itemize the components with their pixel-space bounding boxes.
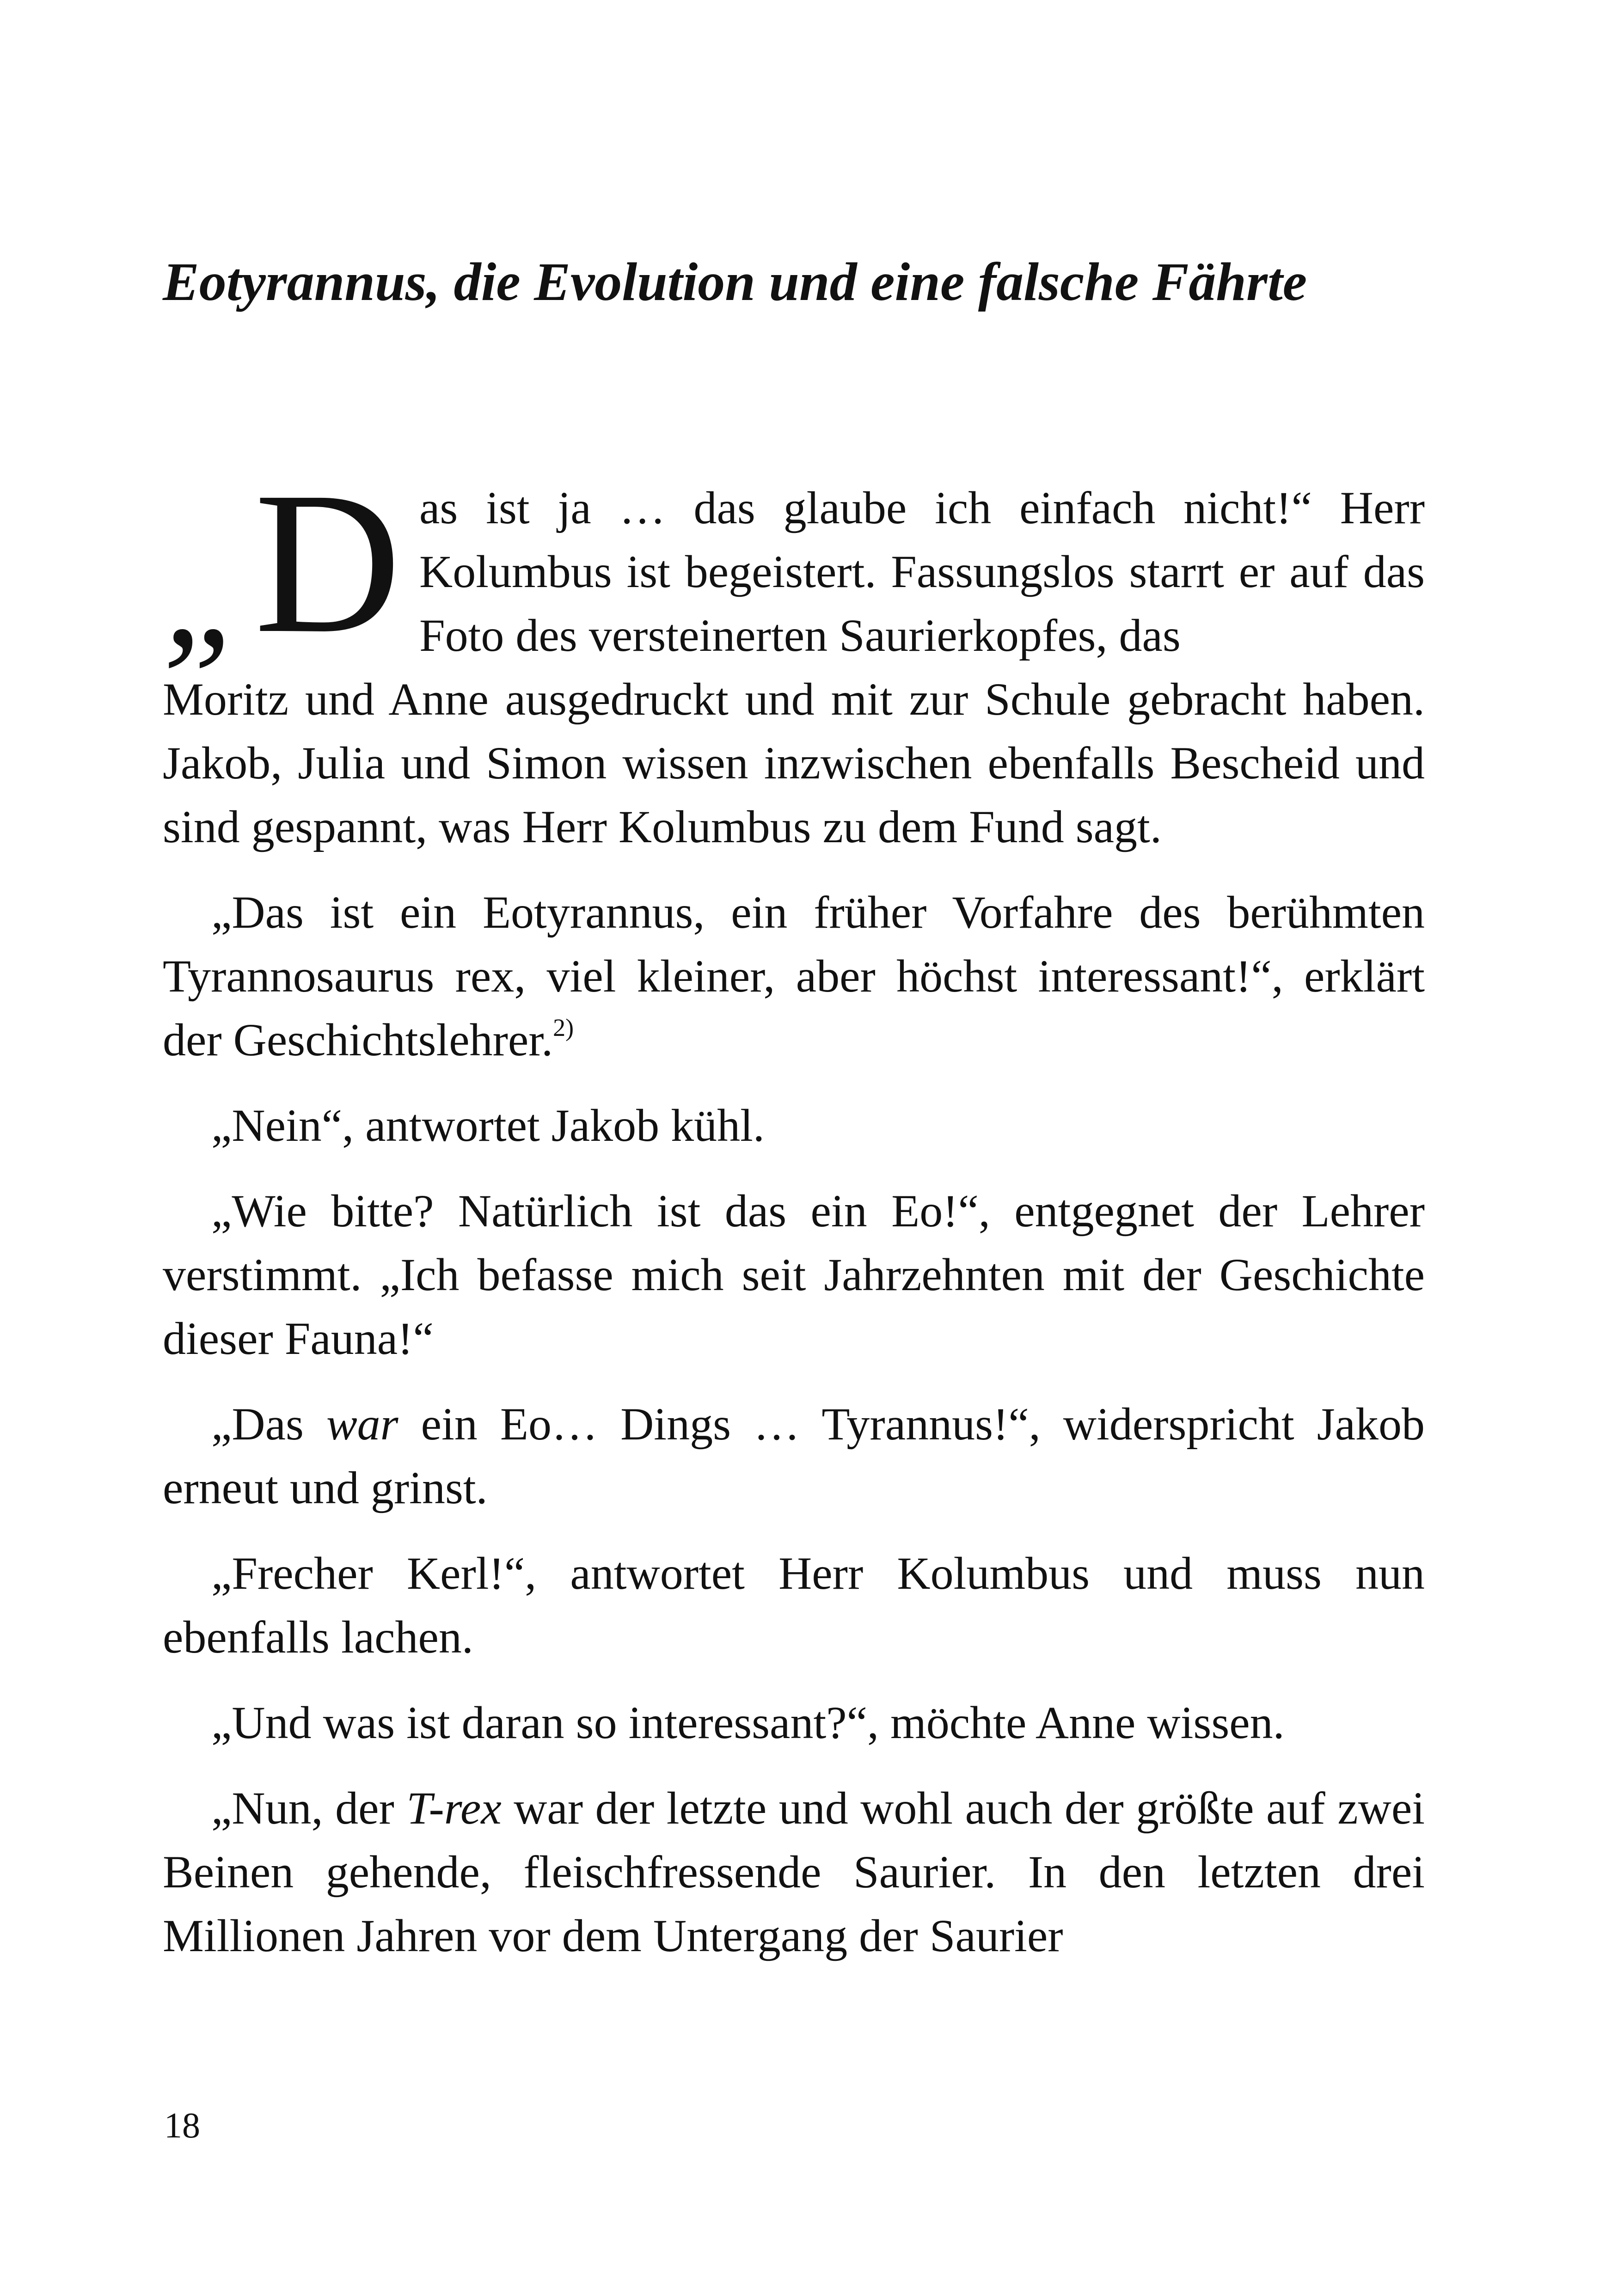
paragraph-text: „Wie bitte? Natürlich ist das ein Eo!“, entgegnet der Lehrer verstimmt. „Ich befasse mich seit Jahrzehnten mit der Geschichte dieser Fauna!“: [163, 1185, 1425, 1364]
paragraph-wie-bitte: [163, 1179, 1425, 1371]
body-text: [163, 450, 1425, 1968]
paragraph-frecher-kerl: [163, 1542, 1425, 1669]
paragraph-text: „Frecher Kerl!“, antwortet Herr Kolumbus und muss nun ebenfalls lachen.: [163, 1548, 1425, 1663]
paragraph-eotyrannus: [163, 881, 1425, 1072]
paragraph-text-before: „Nun, der: [211, 1782, 407, 1834]
paragraph-text: „Und was ist daran so interessant?“, möchte Anne wissen.: [211, 1697, 1285, 1748]
opening-quote-mark: „: [163, 509, 248, 678]
opening-continued-text: Moritz und Anne ausgedruckt und mit zur Schule gebracht haben. Jakob, Julia und Simon wissen inzwischen ebenfalls Bescheid und sind gespannt, was Herr Kolumbus zu dem Fund sagt.: [163, 673, 1425, 852]
paragraph-nein: [163, 1094, 1425, 1157]
emphasis-text: T-rex: [406, 1782, 502, 1834]
footnote-reference: 2): [553, 1014, 574, 1041]
paragraph-text: „Das ist ein Eotyrannus, ein früher Vorfahre des berühmten Tyrannosaurus rex, viel kleiner, aber höchst interessant!“, erklärt der Geschichtslehrer.: [163, 887, 1425, 1065]
drop-cap-letter: D: [254, 450, 401, 675]
page-number: 18: [164, 2105, 200, 2145]
paragraph-das-war: [163, 1392, 1425, 1520]
opening-indented-text: as ist ja … das glaube ich einfach nicht!“ Herr Kolumbus ist begeistert. Fassungslos starrt er auf das Foto des versteinerten Saurierkopfes, das: [419, 482, 1425, 661]
emphasis-text: war: [326, 1398, 398, 1450]
paragraph-text-before: „Das: [211, 1398, 326, 1450]
opening-paragraph: [163, 450, 1425, 859]
paragraph-text-after: ein Eo… Dings … Tyrannus!“, widerspricht Jakob erneut und grinst.: [163, 1398, 1425, 1513]
paragraph-text: „Nein“, antwortet Jakob kühl.: [211, 1100, 765, 1151]
paragraph-text-after: war der letzte und wohl auch der größte auf zwei Beinen gehende, fleischfressende Saurier. In den letzten drei Millionen Jahren vor dem Untergang der Saurier: [163, 1782, 1425, 1961]
paragraph-t-rex: [163, 1776, 1425, 1968]
chapter-title: Eotyrannus, die Evolution und eine falsche Fährte: [163, 251, 1307, 312]
paragraph-interessant: [163, 1691, 1425, 1755]
